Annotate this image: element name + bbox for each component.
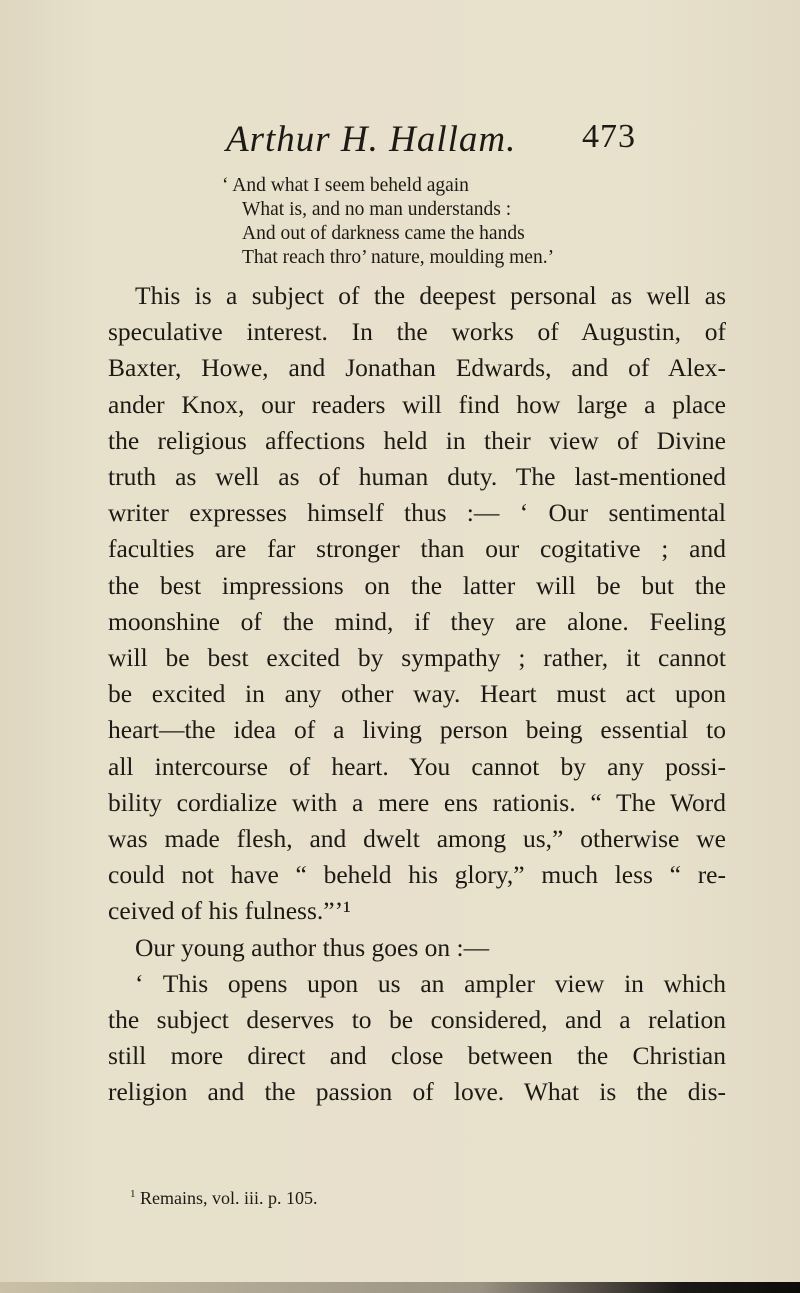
verse-line: That reach thro’ nature, moulding men.’ [242, 247, 555, 268]
text-line: moonshine of the mind, if they are alone. Feeling [108, 606, 726, 636]
page-bottom-edge [0, 1282, 800, 1293]
text-line: This is a subject of the deepest personal as well as [135, 281, 726, 310]
running-head: Arthur H. Hallam. [226, 119, 517, 160]
verse-line: ‘ And what I seem beheld again [222, 175, 469, 196]
verse-line: And out of darkness came the hands [242, 223, 525, 244]
text-line: was made flesh, and dwelt among us,” otherwise we [108, 824, 726, 854]
text-line: could not have “ beheld his glory,” much less “ re- [108, 860, 726, 890]
body-text [108, 278, 726, 1111]
text-line: bility cordialize with a mere ens rationis. “ The Word [108, 787, 726, 817]
text-line: Our young author thus goes on :— [135, 932, 490, 962]
text-line: writer expresses himself thus :— ‘ Our sentimental [108, 498, 726, 528]
footnote [130, 1188, 318, 1209]
text-line: ander Knox, our readers will find how large a place [108, 389, 726, 419]
page-header [0, 118, 800, 168]
text-line: still more direct and close between the Christian [108, 1041, 726, 1071]
text-line: the subject deserves to be considered, and a relation [108, 1005, 726, 1035]
text-line: religion and the passion of love. What is the dis- [108, 1077, 726, 1107]
footnote-text: Remains, vol. iii. p. 105. [140, 1188, 318, 1208]
text-line: be excited in any other way. Heart must act upon [108, 679, 726, 709]
text-line: the religious affections held in their view of Divine [108, 425, 726, 455]
page-number: 473 [582, 118, 636, 155]
text-line: Baxter, Howe, and Jonathan Edwards, and of Alex- [108, 353, 726, 383]
text-line: all intercourse of heart. You cannot by any possi- [108, 751, 726, 781]
text-line: ceived of his fulness.”’¹ [108, 896, 351, 926]
footnote-marker: 1 [130, 1188, 136, 1200]
text-line: truth as well as of human duty. The last-mentioned [108, 462, 726, 492]
text-line: will be best excited by sympathy ; rather, it cannot [108, 643, 726, 673]
text-line: heart—the idea of a living person being essential to [108, 715, 726, 745]
text-line: the best impressions on the latter will be but the [108, 570, 726, 600]
text-line: faculties are far stronger than our cogitative ; and [108, 534, 726, 564]
text-line: speculative interest. In the works of Augustin, of [108, 317, 726, 347]
text-line: ‘ This opens upon us an ampler view in which [135, 968, 726, 998]
verse-line: What is, and no man understands : [242, 199, 512, 220]
verse-quotation [222, 174, 722, 270]
